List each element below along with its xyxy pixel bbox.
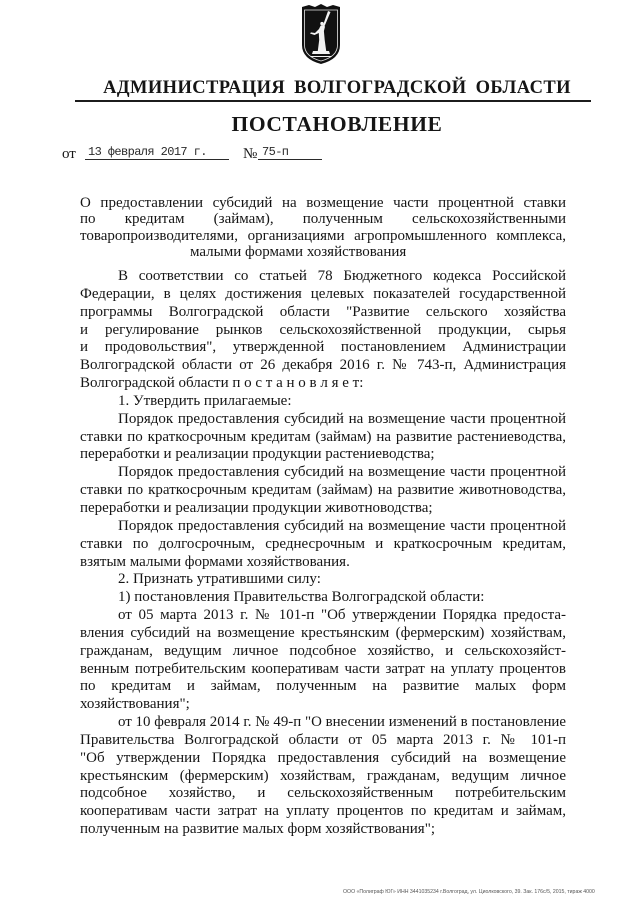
body-line: и регулирование рынков сельскохозяйственной продукции, сырья [80, 321, 566, 338]
body-line: от 05 марта 2013 г. № 101-п "Об утверждении Порядка предоста- [118, 607, 566, 624]
document-type-heading: ПОСТАНОВЛЕНИЕ [231, 112, 443, 136]
body-line: 1) постановления Правительства Волгоградской области: [118, 589, 485, 606]
body-line: ставки по краткосрочным кредитам (займам) на развитие растениеводства, [80, 428, 566, 445]
body-line: ставки по долгосрочным, среднесрочным и краткосрочным кредитам, [80, 535, 566, 552]
document-body [80, 268, 566, 839]
body-line: переработки и реализации продукции растениеводства; [80, 446, 435, 463]
document-title [80, 195, 566, 260]
body-line: Волгоградской области от 26 декабря 2016 г. № 743-п, Администрация [80, 357, 566, 374]
number-sign-label: № [243, 146, 258, 162]
document-date: 13 февраля 2017 г. [85, 145, 229, 160]
header-rule [75, 100, 591, 102]
body-line: ставки по краткосрочным кредитам (займам) на развитие животноводства, [80, 482, 566, 499]
body-line: подсобное хозяйство, и сельскохозяйственным потребительским [80, 785, 566, 802]
body-line: Порядок предоставления субсидий на возмещение части процентной [118, 517, 566, 534]
body-line: Федерации, в целях достижения целевых показателей государственной [80, 285, 566, 302]
body-line: В соответствии со статьей 78 Бюджетного кодекса Российской [118, 268, 566, 284]
body-line: кооперативам части затрат на уплату процентов по кредитам и займам, [80, 803, 566, 820]
body-line: Правительства Волгоградской области от 05 марта 2013 г. № 101-п [80, 731, 566, 748]
title-line: малыми формами хозяйствования [190, 243, 407, 260]
body-line: Волгоградской области п о с т а н о в л я е т: [80, 375, 364, 392]
body-line: Порядок предоставления субсидий на возмещение части процентной [118, 464, 566, 481]
document-number: 75-п [258, 145, 322, 160]
date-prefix-label: от [62, 146, 76, 162]
body-line: венным потребительским кооперативам части затрат на уплату процентов [80, 660, 566, 677]
body-paragraph [80, 411, 566, 465]
body-line: взятым малыми формами хозяйствования. [80, 553, 350, 570]
body-line: Порядок предоставления субсидий на возмещение части процентной [118, 410, 566, 427]
body-line: крестьянским (фермерским) хозяйствам, гражданам, ведущим личное [80, 767, 566, 784]
body-paragraph [80, 518, 566, 572]
body-line: полученным на развитие малых форм хозяйствования"; [80, 821, 435, 838]
body-paragraph [80, 607, 566, 714]
body-line: 1. Утвердить прилагаемые: [118, 392, 292, 409]
body-line: программы Волгоградской области "Развитие сельского хозяйства [80, 303, 566, 320]
body-paragraph [80, 571, 566, 589]
body-line: переработки и реализации продукции животноводства; [80, 499, 433, 516]
body-line: от 10 февраля 2014 г. № 49-п "О внесении изменений в постановление [118, 714, 566, 731]
printer-imprint: ООО «Полиграф ЮГ» ИНН 3441035234 г.Волгоград, ул. Циолковского, 39. Зак. 176с/5, 2015, тираж 4000 [343, 889, 595, 895]
body-line: "Об утверждении Порядка предоставления субсидий на возмещение [80, 749, 566, 766]
title-line: по кредитам (займам), полученным сельскохозяйственными [80, 211, 566, 228]
body-paragraph [80, 714, 566, 839]
coat-of-arms-icon [301, 4, 341, 65]
body-paragraph [80, 393, 566, 411]
issuing-authority: АДМИНИСТРАЦИЯ ВОЛГОГРАДСКОЙ ОБЛАСТИ [103, 78, 571, 98]
body-paragraph [80, 464, 566, 518]
body-line: хозяйствования"; [80, 696, 190, 713]
body-line: и продовольствия", утвержденной постановлением Администрации [80, 339, 566, 356]
title-line: товаропроизводителями, организациями агропромышленного комплекса, [80, 227, 566, 244]
body-line: 2. Признать утратившими силу: [118, 571, 321, 588]
title-line: О предоставлении субсидий на возмещение части процентной ставки [80, 195, 566, 211]
body-paragraph [80, 589, 566, 607]
body-line: по кредитам и займам, полученным на развитие малых форм [80, 678, 566, 695]
body-line: гражданам, ведущим личное подсобное хозяйство, и сельскохозяйст- [80, 642, 566, 659]
body-paragraph [80, 268, 566, 393]
body-line: вления субсидий на возмещение крестьянским (фермерским) хозяйствам, [80, 624, 566, 641]
